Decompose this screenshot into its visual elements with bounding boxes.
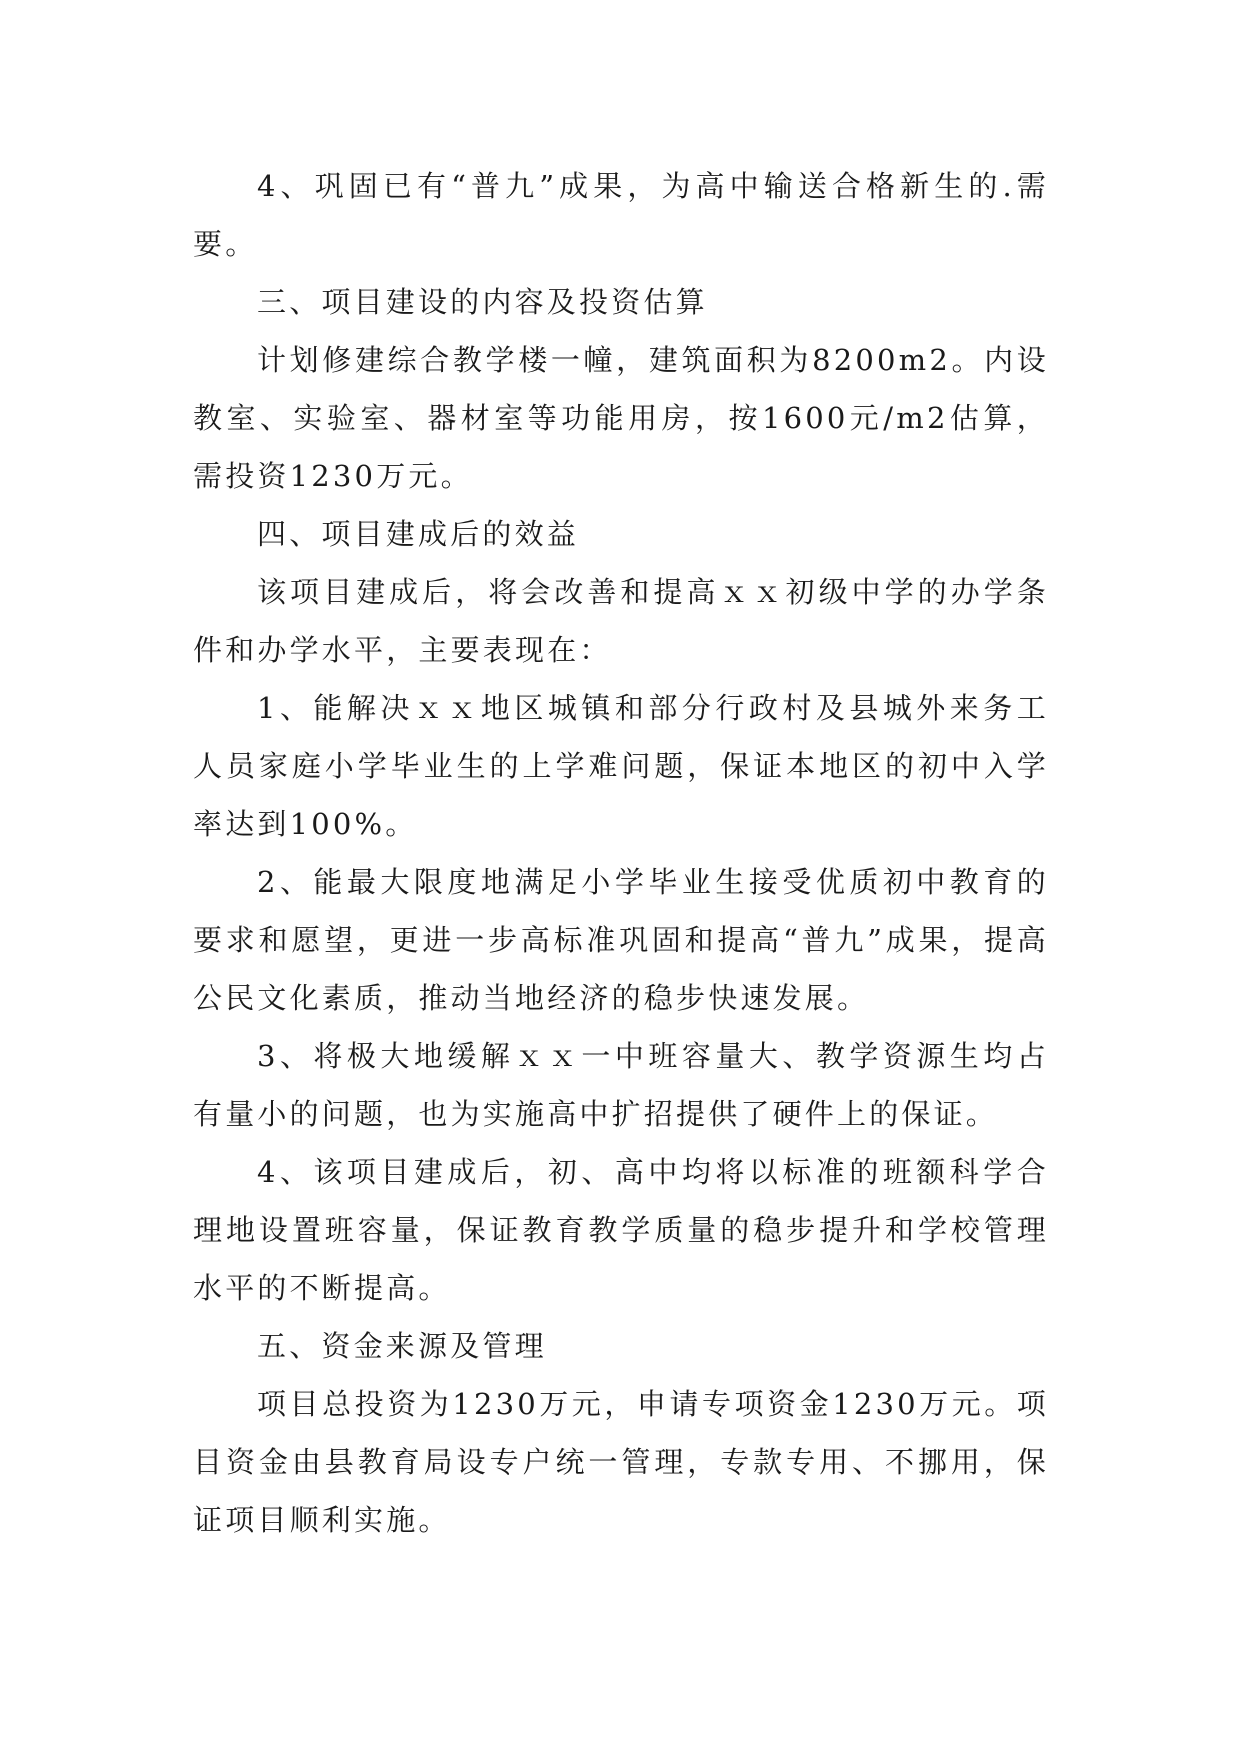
paragraph-benefits-intro: 该项目建成后，将会改善和提高ｘｘ初级中学的办学条件和办学水平，主要表现在： — [193, 575, 1049, 667]
paragraph-benefit-3: 3、将极大地缓解ｘｘ一中班容量大、教学资源生均占有量小的问题，也为实施高中扩招提供了硬件上的保证。 — [193, 1039, 1049, 1131]
section-heading-benefits: 四、项目建成后的效益 — [257, 517, 580, 551]
paragraph-benefit-4: 4、该项目建成后，初、高中均将以标准的班额科学合理地设置班容量，保证教育教学质量的稳步提升和学校管理水平的不断提高。 — [193, 1155, 1049, 1305]
section-heading-construction-content: 三、项目建设的内容及投资估算 — [257, 285, 708, 319]
paragraph-construction-plan: 计划修建综合教学楼一幢，建筑面积为8200m2。内设教室、实验室、器材室等功能用房，按1600元/m2估算，需投资1230万元。 — [193, 343, 1049, 493]
paragraph-consolidate-achievements: 4、巩固已有“普九”成果，为高中输送合格新生的.需要。 — [193, 169, 1049, 261]
paragraph-benefit-1: 1、能解决ｘｘ地区城镇和部分行政村及县城外来务工人员家庭小学毕业生的上学难问题，保证本地区的初中入学率达到100%。 — [193, 691, 1049, 841]
document-body — [193, 157, 1049, 1549]
paragraph-benefit-2: 2、能最大限度地满足小学毕业生接受优质初中教育的要求和愿望，更进一步高标准巩固和提高“普九”成果，提高公民文化素质，推动当地经济的稳步快速发展。 — [193, 865, 1049, 1015]
section-heading-funding: 五、资金来源及管理 — [257, 1329, 547, 1363]
paragraph-funding-details: 项目总投资为1230万元，申请专项资金1230万元。项目资金由县教育局设专户统一管理，专款专用、不挪用，保证项目顺利实施。 — [193, 1387, 1049, 1537]
